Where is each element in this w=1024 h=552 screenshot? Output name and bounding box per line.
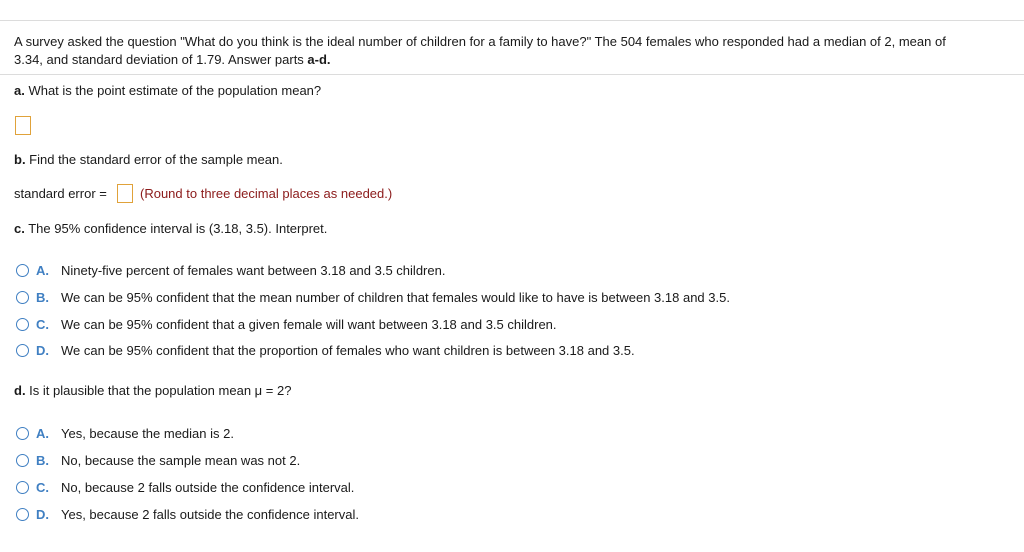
option-text: We can be 95% confident that a given female will want between 3.18 and 3.5 children.	[61, 317, 557, 332]
option-text: No, because the sample mean was not 2.	[61, 453, 301, 468]
part-c-text: The 95% confidence interval is (3.18, 3.5). Interpret.	[24, 221, 328, 236]
option-text: We can be 95% confident that the proportion of females who want children is between 3.18 and 3.5.	[61, 343, 635, 358]
part-d-question	[14, 383, 291, 398]
radio-d-a[interactable]	[16, 427, 29, 440]
part-b-text: Find the standard error of the sample mean.	[25, 152, 283, 167]
problem-line-1: A survey asked the question "What do you think is the ideal number of children for a family to have?" The 504 females who responded had a median of 2, mean of	[14, 34, 946, 49]
option-letter: A.	[36, 426, 49, 441]
part-c-question	[14, 221, 327, 236]
option-text: No, because 2 falls outside the confidence interval.	[61, 480, 355, 495]
option-letter: B.	[36, 453, 49, 468]
option-letter: A.	[36, 263, 49, 278]
radio-c-c[interactable]	[16, 318, 29, 331]
statement-divider	[0, 74, 1024, 75]
option-letter: D.	[36, 507, 49, 522]
part-b-label: b.	[14, 152, 26, 167]
part-a-label: a.	[14, 83, 25, 98]
radio-c-d[interactable]	[16, 344, 29, 357]
problem-statement	[14, 33, 946, 69]
option-letter: D.	[36, 343, 49, 358]
option-letter: C.	[36, 317, 49, 332]
standard-error-label: standard error =	[14, 186, 107, 201]
part-a-text: What is the point estimate of the population mean?	[24, 83, 322, 98]
part-d-label: d.	[14, 383, 26, 398]
part-b-question	[14, 152, 283, 167]
option-letter: C.	[36, 480, 49, 495]
radio-c-a[interactable]	[16, 264, 29, 277]
option-letter: B.	[36, 290, 49, 305]
radio-d-d[interactable]	[16, 508, 29, 521]
option-text: Yes, because the median is 2.	[61, 426, 234, 441]
part-c-label: c.	[14, 221, 25, 236]
radio-d-c[interactable]	[16, 481, 29, 494]
point-estimate-input[interactable]	[15, 116, 31, 135]
option-text: We can be 95% confident that the mean number of children that females would like to have is between 3.18 and 3.5.	[61, 290, 730, 305]
problem-line-2	[14, 51, 946, 69]
radio-d-b[interactable]	[16, 454, 29, 467]
part-a-question	[14, 83, 321, 98]
radio-c-b[interactable]	[16, 291, 29, 304]
top-divider	[0, 20, 1024, 21]
option-text: Yes, because 2 falls outside the confidence interval.	[61, 507, 359, 522]
part-d-text: Is it plausible that the population mean μ = 2?	[25, 383, 292, 398]
parts-label: a-d.	[307, 52, 331, 67]
standard-error-input[interactable]	[117, 184, 133, 203]
rounding-hint: (Round to three decimal places as needed.)	[140, 186, 393, 201]
problem-line-2-text: 3.34, and standard deviation of 1.79. Answer parts	[14, 52, 308, 67]
option-text: Ninety-five percent of females want between 3.18 and 3.5 children.	[61, 263, 446, 278]
